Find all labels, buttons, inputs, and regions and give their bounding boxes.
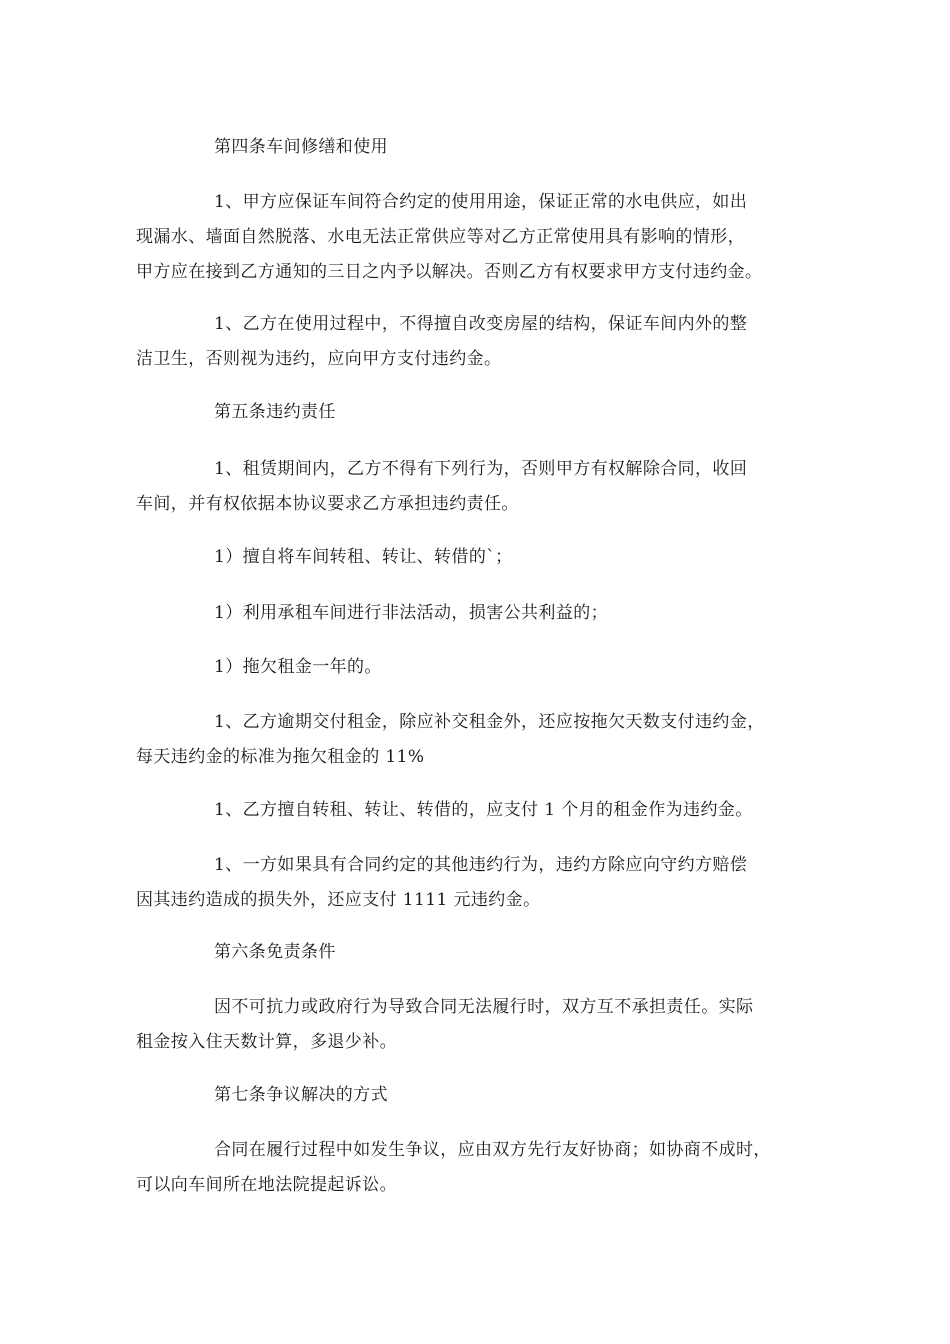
paragraph-line: 可以向车间所在地法院提起诉讼。 [136, 1175, 397, 1195]
paragraph-line: 租金按入住天数计算，多退少补。 [136, 1032, 397, 1052]
paragraph-line: 因其违约造成的损失外，还应支付 1111 元违约金。 [136, 890, 541, 910]
clause-paragraph [136, 185, 826, 290]
paragraph-line: 1、一方如果具有合同约定的其他违约行为，违约方除应向守约方赔偿 [214, 855, 748, 875]
clause-paragraph [136, 990, 826, 1060]
clause-paragraph [136, 705, 826, 775]
list-item [136, 540, 826, 575]
paragraph-line: 现漏水、墙面自然脱落、水电无法正常供应等对乙方正常使用具有影响的情形， [136, 227, 745, 247]
paragraph-line: 车间，并有权依据本协议要求乙方承担违约责任。 [136, 494, 519, 514]
paragraph-line: 1、乙方逾期交付租金，除应补交租金外，还应按拖欠天数支付违约金， [214, 712, 765, 732]
paragraph-line: 洁卫生，否则视为违约，应向甲方支付违约金。 [136, 349, 502, 369]
list-item [136, 596, 826, 631]
section-heading-article-4 [136, 130, 826, 165]
clause-paragraph [136, 793, 826, 828]
section-heading-article-7 [136, 1078, 826, 1113]
paragraph-line: 合同在履行过程中如发生争议，应由双方先行友好协商；如协商不成时， [214, 1140, 771, 1160]
clause-paragraph [136, 848, 826, 918]
paragraph-line: 第四条车间修缮和使用 [214, 137, 388, 157]
section-heading-article-6 [136, 935, 826, 970]
paragraph-line: 第七条争议解决的方式 [214, 1085, 388, 1105]
clause-paragraph [136, 1133, 826, 1203]
paragraph-line: 甲方应在接到乙方通知的三日之内予以解决。否则乙方有权要求甲方支付违约金。 [136, 262, 763, 282]
section-heading-article-5 [136, 395, 826, 430]
list-item [136, 650, 826, 685]
paragraph-line: 1、租赁期间内，乙方不得有下列行为，否则甲方有权解除合同，收回 [214, 459, 748, 479]
clause-paragraph [136, 307, 826, 377]
paragraph-line: 1）利用承租车间进行非法活动，损害公共利益的； [214, 603, 609, 623]
clause-paragraph [136, 452, 826, 522]
paragraph-line: 第五条违约责任 [214, 402, 336, 422]
paragraph-line: 1、乙方在使用过程中，不得擅自改变房屋的结构，保证车间内外的整 [214, 314, 748, 334]
paragraph-line: 1）擅自将车间转租、转让、转借的`； [214, 547, 513, 567]
paragraph-line: 每天违约金的标准为拖欠租金的 11% [136, 747, 425, 767]
paragraph-line: 1、甲方应保证车间符合约定的使用用途，保证正常的水电供应，如出 [214, 192, 748, 212]
paragraph-line: 1、乙方擅自转租、转让、转借的，应支付 1 个月的租金作为违约金。 [214, 800, 753, 820]
paragraph-line: 因不可抗力或政府行为导致合同无法履行时，双方互不承担责任。实际 [214, 997, 754, 1017]
paragraph-line: 1）拖欠租金一年的。 [214, 657, 382, 677]
paragraph-line: 第六条免责条件 [214, 942, 336, 962]
